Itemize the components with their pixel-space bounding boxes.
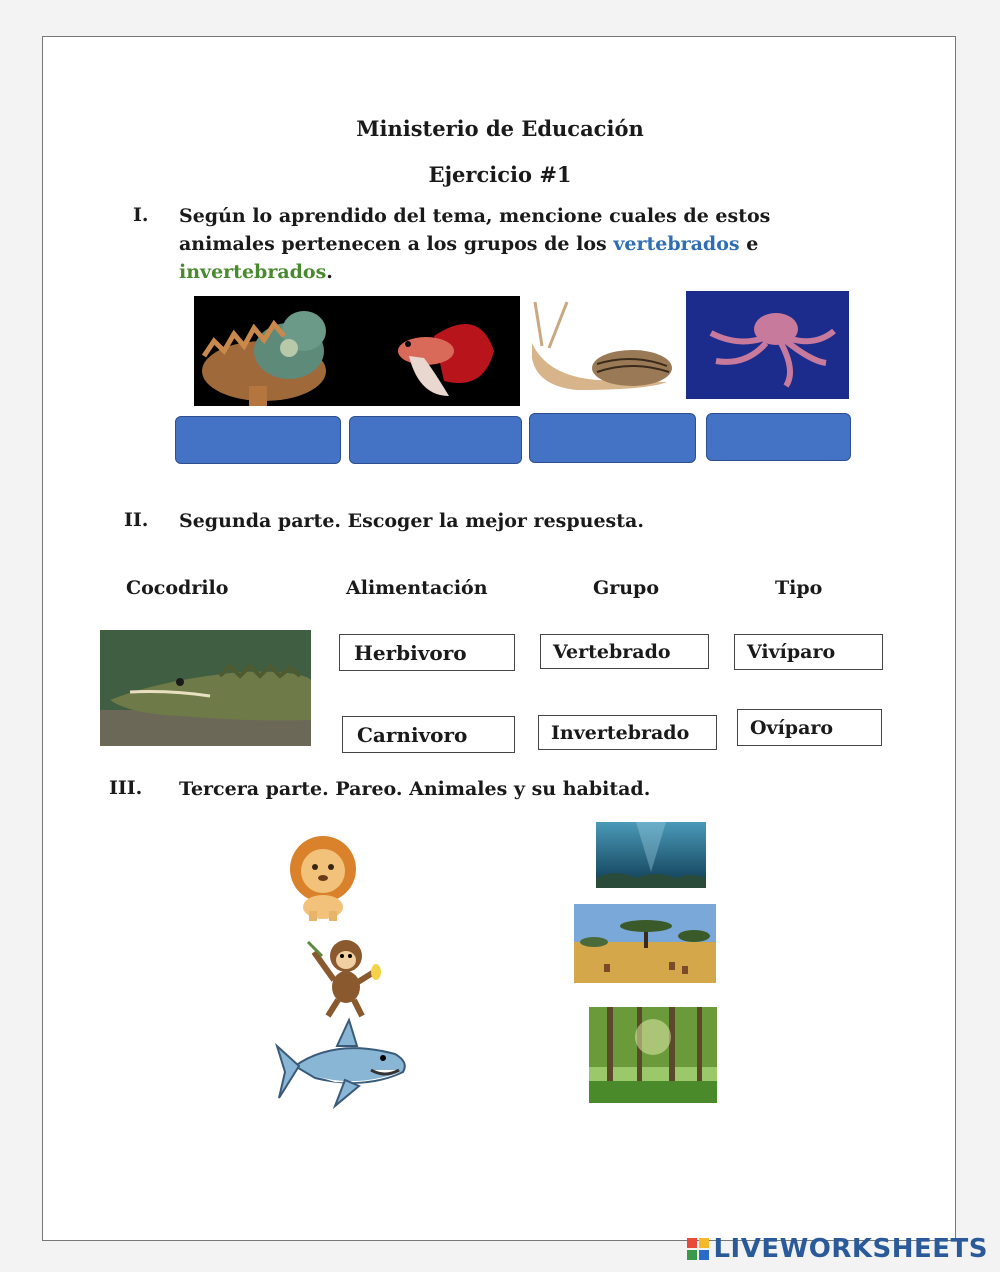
header-tipo: Tipo (775, 577, 823, 599)
answer-box-iguana[interactable] (175, 416, 341, 464)
brand-name: LIVEWORKSHEETS (713, 1234, 988, 1264)
header-cocodrilo: Cocodrilo (126, 577, 229, 599)
shark-image[interactable] (275, 1016, 411, 1112)
answer-box-fish[interactable] (349, 416, 522, 464)
header-grupo: Grupo (593, 577, 660, 599)
answer-box-snail[interactable] (529, 413, 696, 463)
part1-question: Según lo aprendido del tema, mencione cuales de estos animales pertenecen a los grupos de los vertebrados e invertebrados. (179, 205, 771, 283)
monkey-image[interactable] (302, 932, 382, 1018)
liveworksheets-logo (687, 1234, 988, 1264)
part3-number: III. (109, 777, 143, 799)
option-invertebrado[interactable]: Invertebrado (538, 715, 717, 750)
iguana-image (202, 311, 326, 406)
part1-number: I. (133, 204, 149, 226)
part2-instruction: Segunda parte. Escoger la mejor respuesta. (179, 510, 644, 532)
ocean-habitat-image[interactable] (596, 822, 706, 888)
header-alimentacion: Alimentación (346, 577, 488, 599)
option-carnivoro[interactable]: Carnivoro (342, 716, 515, 753)
option-oviparo[interactable]: Ovíparo (737, 709, 882, 746)
iguana-fish-image (194, 296, 520, 406)
forest-habitat-image[interactable] (589, 1007, 717, 1103)
snail-image (527, 298, 677, 400)
part2-number: II. (124, 509, 149, 531)
part3-instruction: Tercera parte. Pareo. Animales y su habitad. (179, 778, 651, 800)
octopus-image (686, 291, 849, 399)
exercise-title: Ejercicio #1 (428, 162, 572, 187)
option-herbivoro[interactable]: Herbivoro (339, 634, 515, 671)
option-vertebrado[interactable]: Vertebrado (540, 634, 709, 669)
liveworksheets-logo-icon (687, 1238, 709, 1260)
page-title: Ministerio de Educación (356, 116, 644, 141)
betta-fish-image (398, 324, 494, 396)
lion-image[interactable] (283, 833, 363, 921)
invertebrados-highlight: invertebrados (179, 261, 327, 283)
option-viviparo[interactable]: Vivíparo (734, 634, 883, 670)
crocodile-image (100, 630, 311, 746)
vertebrados-highlight: vertebrados (613, 233, 740, 255)
answer-box-octopus[interactable] (706, 413, 851, 461)
savanna-habitat-image[interactable] (574, 904, 716, 983)
